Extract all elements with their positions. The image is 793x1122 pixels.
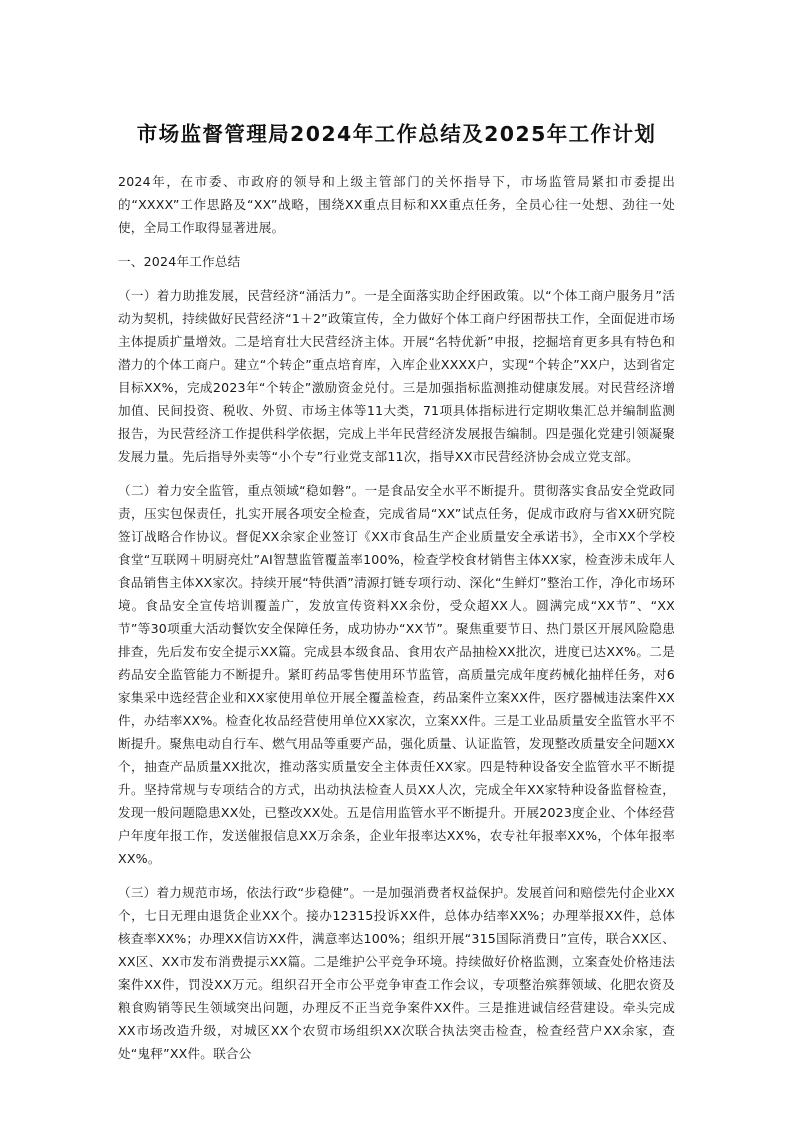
- intro-paragraph: 2024年，在市委、市政府的领导和上级主管部门的关怀指导下，市场监管局紧扣市委提出的“XXXX”工作思路及“XX”战略，围绕XX重点目标和XX重点任务，全员心往一处想、劲往一处使，全局工作取得显著进展。: [118, 174, 675, 235]
- section-heading: 一、2024年工作总结: [118, 254, 241, 269]
- paragraph-2: （二）着力安全监管，重点领域“稳如磐”。一是食品安全水平不断提升。贯彻落实食品安全党政同责，压实包保责任，扎实开展各项安全检查，完成省局“XX”试点任务，促成市政府与省XX研究院签订战略合作协议。督促XX余家企业签订《XX市食品生产企业质量安全承诺书》，全市XX个学校食堂“互联网＋明厨亮灶”AI智慧监管覆盖率100%，检查学校食材销售主体XX家，检查涉未成年人食品销售主体XX家次。持续开展“特供酒”清源打链专项行动、深化“生鲜灯”整治工作，净化市场环境。食品安全宣传培训覆盖广，发放宣传资料XX余份，受众超XX人。圆满完成“XX节”、“XX节”等30项重大活动餐饮安全保障任务，成功协办“XX节”。聚焦重要节日、热门景区开展风险隐患排查，先后发布安全提示XX篇。完成县本级食品、食用农产品抽检XX批次，进度已达XX%。二是药品安全监管能力不断提升。紧盯药品零售使用环节监管，高质量完成年度药械化抽样任务，对6家集采中选经营企业和XX家使用单位开展全覆盖检查，药品案件立案XX件，医疗器械违法案件XX件，办结率XX%。检查化妆品经营使用单位XX家次，立案XX件。三是工业品质量安全监管水平不断提升。聚焦电动自行车、燃气用品等重要产品，强化质量、认证监管，发现整改质量安全问题XX个，抽查产品质量XX批次，推动落实质量安全主体责任XX家。四是特种设备安全监管水平不断提升。坚持常规与专项结合的方式，出动执法检查人员XX人次，完成全年XX家特种设备监督检查，发现一般问题隐患XX处，已整改XX处。五是信用监管水平不断提升。开展2023度企业、个体经营户年度年报工作，发送催报信息XX万余条，企业年报率达XX%，农专社年报率XX%，个体年报率XX%。: [118, 483, 675, 866]
- document-title: 市场监督管理局2024年工作总结及2025年工作计划: [136, 122, 657, 146]
- paragraph-3: （三）着力规范市场，依法行政“步稳健”。一是加强消费者权益保护。发展首问和赔偿先付企业XX个，七日无理由退货企业XX个。接办12315投诉XX件，总体办结率XX%；办理举报XX件，总体核查率XX%；办理XX信访XX件，满意率达100%；组织开展“315国际消费日”宣传，联合XX区、XX区、XX市发布消费提示XX篇。二是维护公平竞争环境。持续做好价格监测，立案查处价格违法案件XX件，罚没XX万元。组织召开全市公平竞争审查工作会议，专项整治殡葬领域、化肥农资及粮食购销等民生领域突出问题，办理反不正当竞争案件XX件。三是推进诚信经营建设。牵头完成XX市场改造升级，对城区XX个农贸市场组织XX次联合执法突击检查，检查经营户XX余家，查处“鬼秤”XX件。联合公: [118, 885, 675, 1061]
- paragraph-1: （一）着力助推发展，民营经济“涌活力”。一是全面落实助企纾困政策。以“个体工商户服务月”活动为契机，持续做好民营经济“1＋2”政策宣传，全力做好个体工商户纾困帮扶工作，全面促进市场主体提质扩量增效。二是培育壮大民营经济主体。开展“名特优新”申报，挖掘培育更多具有特色和潜力的个体工商户。建立“个转企”重点培育库，入库企业XXXX户，实现“个转企”XX户，达到省定目标XX%，完成2023年“个转企”激励资金兑付。三是加强指标监测推动健康发展。对民营经济增加值、民间投资、税收、外贸、市场主体等11大类，71项具体指标进行定期收集汇总并编制监测报告，为民营经济工作提供科学依据，完成上半年民营经济发展报告编制。四是强化党建引领凝聚发展力量。先后指导外卖等“小个专”行业党支部11次，指导XX市民营经济协会成立党支部。: [118, 288, 675, 464]
